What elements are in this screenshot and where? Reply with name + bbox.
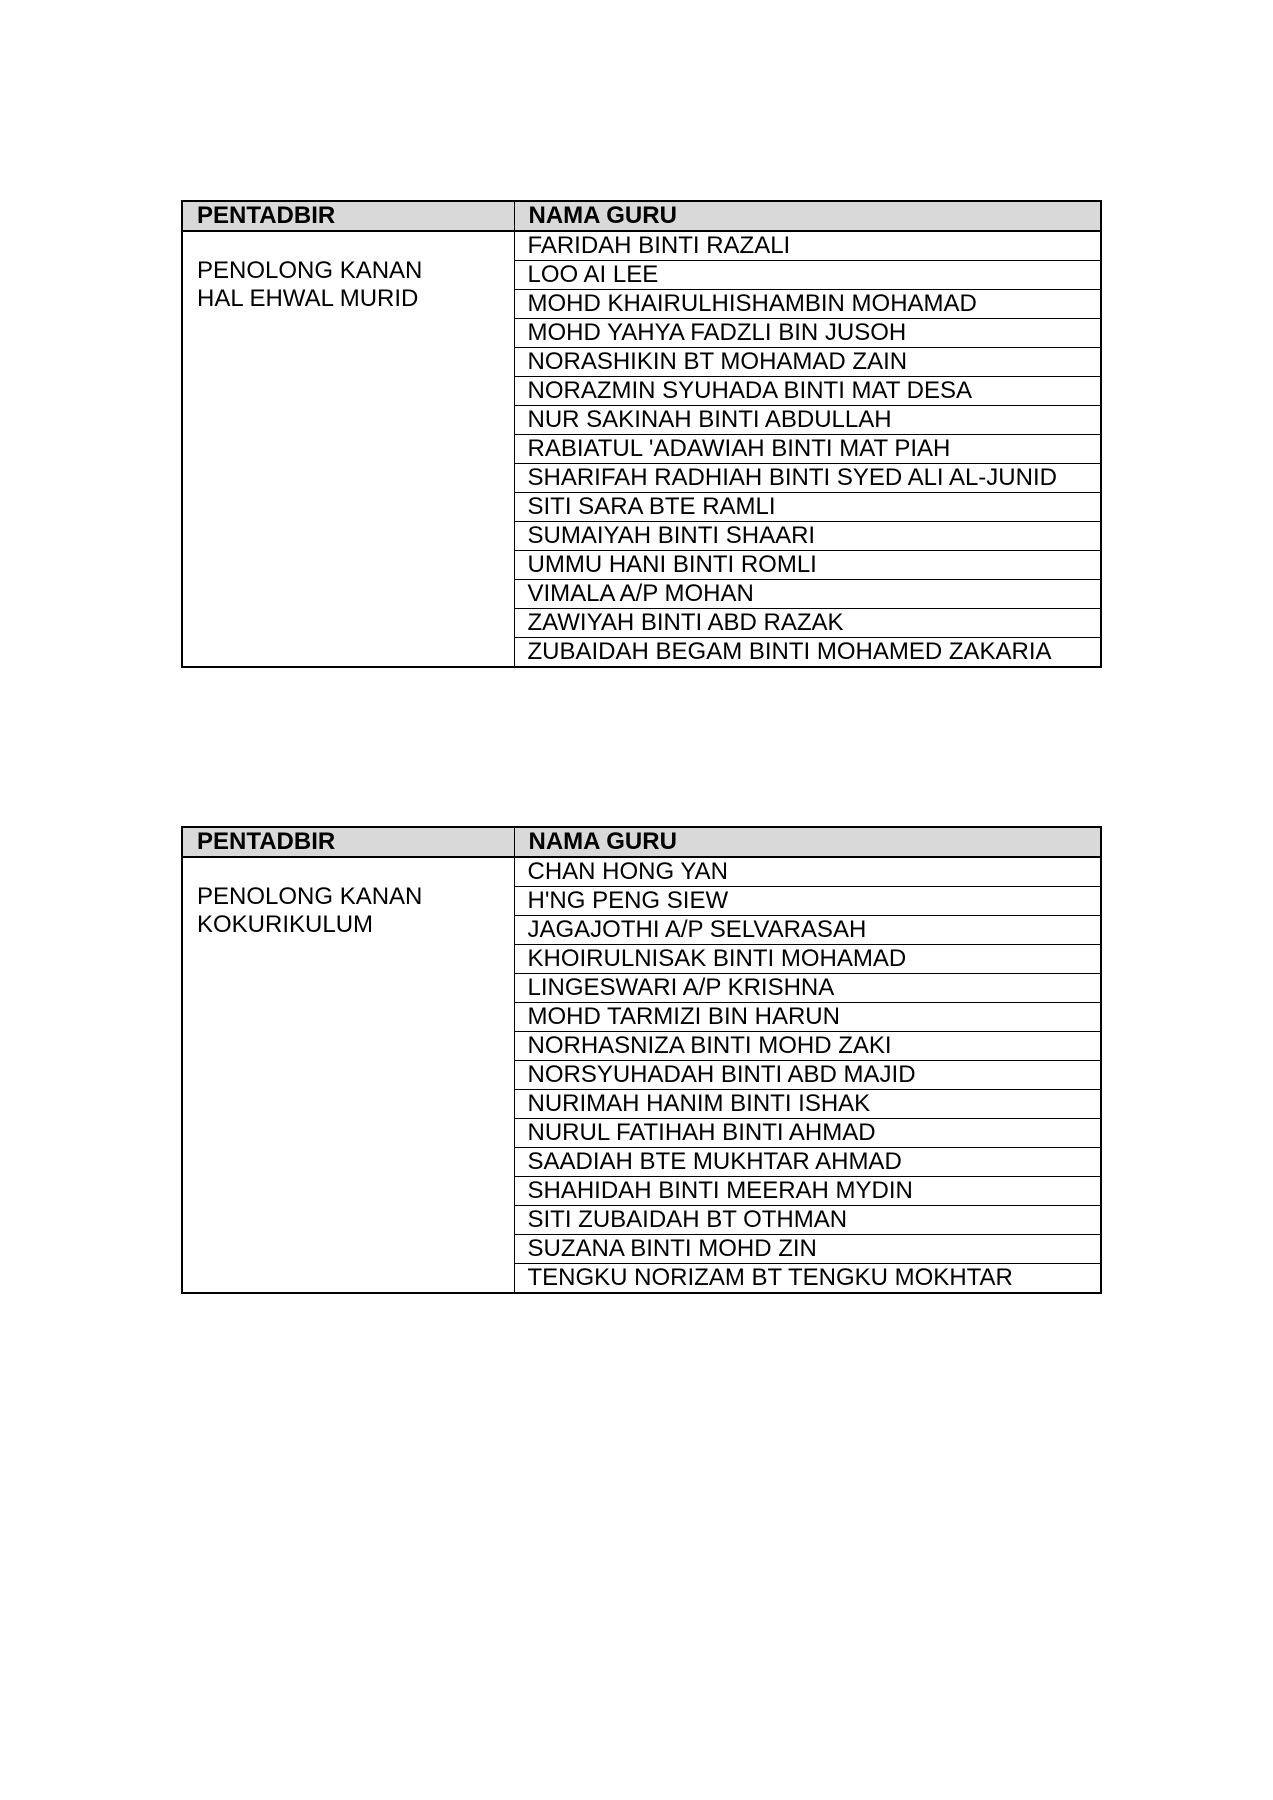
table-row bbox=[182, 857, 1101, 887]
teacher-name: MOHD KHAIRULHISHAMBIN MOHAMAD bbox=[514, 290, 1101, 319]
teacher-name: NORAZMIN SYUHADA BINTI MAT DESA bbox=[514, 377, 1101, 406]
teacher-name: NURUL FATIHAH BINTI AHMAD bbox=[514, 1119, 1101, 1148]
staff-table-hem bbox=[181, 200, 1102, 668]
teacher-name: NORASHIKIN BT MOHAMAD ZAIN bbox=[514, 348, 1101, 377]
teacher-name: SUMAIYAH BINTI SHAARI bbox=[514, 522, 1101, 551]
teacher-name: H'NG PENG SIEW bbox=[514, 887, 1101, 916]
teacher-name: RABIATUL 'ADAWIAH BINTI MAT PIAH bbox=[514, 435, 1101, 464]
teacher-name: NURIMAH HANIM BINTI ISHAK bbox=[514, 1090, 1101, 1119]
role-line: PENOLONG KANAN bbox=[197, 883, 423, 910]
teacher-name: VIMALA A/P MOHAN bbox=[514, 580, 1101, 609]
table-row bbox=[182, 231, 1101, 261]
teacher-name: KHOIRULNISAK BINTI MOHAMAD bbox=[514, 945, 1101, 974]
header-nama-guru: NAMA GURU bbox=[514, 201, 1101, 231]
teacher-name: SHAHIDAH BINTI MEERAH MYDIN bbox=[514, 1177, 1101, 1206]
role-line: PENOLONG KANAN bbox=[197, 257, 423, 284]
role-line: HAL EHWAL MURID bbox=[197, 285, 419, 312]
header-pentadbir: PENTADBIR bbox=[182, 201, 514, 231]
teacher-name: ZUBAIDAH BEGAM BINTI MOHAMED ZAKARIA bbox=[514, 638, 1101, 668]
header-pentadbir: PENTADBIR bbox=[182, 827, 514, 857]
teacher-name: JAGAJOTHI A/P SELVARASAH bbox=[514, 916, 1101, 945]
teacher-name: SUZANA BINTI MOHD ZIN bbox=[514, 1235, 1101, 1264]
teacher-name: TENGKU NORIZAM BT TENGKU MOKHTAR bbox=[514, 1264, 1101, 1294]
teacher-name: UMMU HANI BINTI ROMLI bbox=[514, 551, 1101, 580]
staff-table-kokurikulum bbox=[181, 826, 1102, 1294]
header-nama-guru: NAMA GURU bbox=[514, 827, 1101, 857]
role-cell bbox=[182, 857, 514, 1293]
teacher-name: NUR SAKINAH BINTI ABDULLAH bbox=[514, 406, 1101, 435]
teacher-name: MOHD TARMIZI BIN HARUN bbox=[514, 1003, 1101, 1032]
teacher-name: SITI SARA BTE RAMLI bbox=[514, 493, 1101, 522]
teacher-name: LINGESWARI A/P KRISHNA bbox=[514, 974, 1101, 1003]
teacher-name: SHARIFAH RADHIAH BINTI SYED ALI AL-JUNID bbox=[514, 464, 1101, 493]
teacher-name: LOO AI LEE bbox=[514, 261, 1101, 290]
table-header-row bbox=[182, 827, 1101, 857]
role-cell bbox=[182, 231, 514, 667]
teacher-name: MOHD YAHYA FADZLI BIN JUSOH bbox=[514, 319, 1101, 348]
teacher-name: ZAWIYAH BINTI ABD RAZAK bbox=[514, 609, 1101, 638]
teacher-name: SAADIAH BTE MUKHTAR AHMAD bbox=[514, 1148, 1101, 1177]
table-header-row bbox=[182, 201, 1101, 231]
teacher-name: NORSYUHADAH BINTI ABD MAJID bbox=[514, 1061, 1101, 1090]
teacher-name: FARIDAH BINTI RAZALI bbox=[514, 231, 1101, 261]
teacher-name: CHAN HONG YAN bbox=[514, 857, 1101, 887]
teacher-name: NORHASNIZA BINTI MOHD ZAKI bbox=[514, 1032, 1101, 1061]
role-line: KOKURIKULUM bbox=[197, 911, 374, 938]
teacher-name: SITI ZUBAIDAH BT OTHMAN bbox=[514, 1206, 1101, 1235]
